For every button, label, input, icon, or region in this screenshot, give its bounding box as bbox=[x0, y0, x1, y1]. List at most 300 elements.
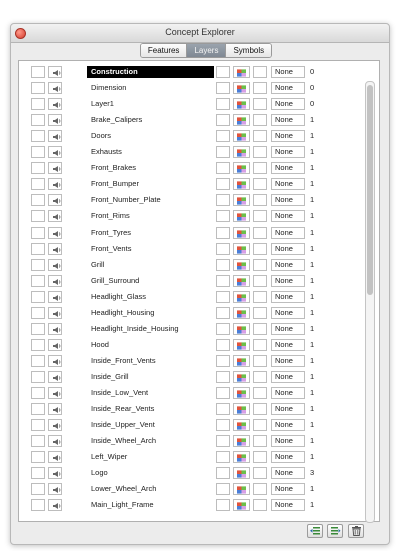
layer-count: 1 bbox=[310, 420, 315, 430]
layer-lock-box[interactable] bbox=[216, 162, 230, 174]
layer-checkbox[interactable] bbox=[31, 114, 45, 126]
layer-type-select[interactable]: None bbox=[271, 227, 305, 239]
layer-checkbox[interactable] bbox=[31, 98, 45, 110]
layer-type-select[interactable]: None bbox=[271, 291, 305, 303]
layer-lock-box[interactable] bbox=[216, 259, 230, 271]
layer-name[interactable]: Lower_Wheel_Arch bbox=[91, 484, 157, 494]
layer-checkbox[interactable] bbox=[31, 483, 45, 495]
speaker-icon bbox=[52, 486, 61, 494]
layer-lock-box[interactable] bbox=[216, 130, 230, 142]
layer-option-box[interactable] bbox=[253, 323, 267, 335]
layer-checkbox[interactable] bbox=[31, 307, 45, 319]
layer-row[interactable] bbox=[19, 66, 359, 79]
layer-color-button[interactable] bbox=[233, 227, 250, 239]
layer-row[interactable] bbox=[19, 387, 359, 400]
layer-type-select[interactable]: None bbox=[271, 66, 305, 78]
layer-visibility-toggle[interactable] bbox=[48, 178, 62, 190]
layer-type-select[interactable]: None bbox=[271, 467, 305, 479]
layer-color-button[interactable] bbox=[233, 210, 250, 222]
layer-name[interactable]: Front_Bumper bbox=[91, 179, 139, 189]
layer-type-select[interactable]: None bbox=[271, 146, 305, 158]
layer-lock-box[interactable] bbox=[216, 339, 230, 351]
layer-color-button[interactable] bbox=[233, 82, 250, 94]
layer-name[interactable]: Headlight_Glass bbox=[91, 291, 147, 301]
layer-checkbox[interactable] bbox=[31, 499, 45, 511]
layer-visibility-toggle[interactable] bbox=[48, 387, 62, 399]
layer-type-select[interactable]: None bbox=[271, 98, 305, 110]
layer-visibility-toggle[interactable] bbox=[48, 259, 62, 271]
layer-count: 1 bbox=[310, 339, 315, 349]
layer-option-box[interactable] bbox=[253, 483, 267, 495]
layer-count: 1 bbox=[310, 243, 315, 253]
layer-name[interactable]: Grill_Surround bbox=[91, 275, 140, 285]
speaker-icon bbox=[52, 149, 61, 157]
layer-count: 1 bbox=[310, 436, 315, 446]
layer-row[interactable] bbox=[19, 499, 359, 512]
color-swatch-icon bbox=[237, 326, 246, 334]
layer-checkbox[interactable] bbox=[31, 243, 45, 255]
layer-row[interactable] bbox=[19, 162, 359, 175]
layer-checkbox[interactable] bbox=[31, 387, 45, 399]
layer-name[interactable]: Front_Vents bbox=[91, 243, 132, 253]
layer-color-button[interactable] bbox=[233, 499, 250, 511]
layer-type-select[interactable]: None bbox=[271, 178, 305, 190]
layer-checkbox[interactable] bbox=[31, 435, 45, 447]
layer-row[interactable] bbox=[19, 114, 359, 127]
layer-checkbox[interactable] bbox=[31, 82, 45, 94]
layer-option-box[interactable] bbox=[253, 451, 267, 463]
layer-color-button[interactable] bbox=[233, 243, 250, 255]
layer-type-select[interactable]: None bbox=[271, 387, 305, 399]
layer-count: 1 bbox=[310, 452, 315, 462]
tab-layers[interactable]: Layers bbox=[187, 44, 226, 57]
layer-lock-box[interactable] bbox=[216, 323, 230, 335]
layer-type-select[interactable]: None bbox=[271, 259, 305, 271]
layer-color-button[interactable] bbox=[233, 467, 250, 479]
layer-color-button[interactable] bbox=[233, 307, 250, 319]
color-swatch-icon bbox=[237, 310, 246, 318]
layer-row[interactable] bbox=[19, 323, 359, 336]
layer-color-button[interactable] bbox=[233, 275, 250, 287]
layer-list-icon bbox=[330, 526, 341, 536]
layer-option-box[interactable] bbox=[253, 275, 267, 287]
layer-option-box[interactable] bbox=[253, 98, 267, 110]
window-title: Concept Explorer bbox=[165, 27, 235, 37]
layer-row[interactable] bbox=[19, 339, 359, 352]
layer-option-box[interactable] bbox=[253, 66, 267, 78]
layer-color-button[interactable] bbox=[233, 419, 250, 431]
layer-row[interactable] bbox=[19, 130, 359, 143]
layer-list bbox=[18, 60, 380, 522]
layer-name[interactable]: Headlight_Housing bbox=[91, 307, 155, 317]
color-swatch-icon bbox=[237, 422, 246, 430]
layer-row[interactable] bbox=[19, 419, 359, 432]
layer-visibility-toggle[interactable] bbox=[48, 82, 62, 94]
layer-row[interactable] bbox=[19, 227, 359, 240]
layer-option-box[interactable] bbox=[253, 114, 267, 126]
layer-checkbox[interactable] bbox=[31, 419, 45, 431]
layer-checkbox[interactable] bbox=[31, 178, 45, 190]
speaker-icon bbox=[52, 358, 61, 366]
layer-count: 1 bbox=[310, 179, 315, 189]
layer-row[interactable] bbox=[19, 483, 359, 496]
layer-type-select[interactable]: None bbox=[271, 210, 305, 222]
layer-name[interactable]: Inside_Front_Vents bbox=[91, 355, 156, 365]
layer-row[interactable] bbox=[19, 243, 359, 256]
speaker-icon bbox=[52, 165, 61, 173]
layer-name[interactable]: Construction bbox=[87, 66, 214, 78]
layer-checkbox[interactable] bbox=[31, 162, 45, 174]
layer-color-button[interactable] bbox=[233, 371, 250, 383]
layer-option-box[interactable] bbox=[253, 371, 267, 383]
tab-bar bbox=[11, 43, 389, 57]
layer-name[interactable]: Hood bbox=[91, 339, 109, 349]
layer-color-button[interactable] bbox=[233, 130, 250, 142]
layer-count: 1 bbox=[310, 355, 315, 365]
layer-visibility-toggle[interactable] bbox=[48, 291, 62, 303]
layer-name[interactable]: Dimension bbox=[91, 83, 127, 93]
layer-checkbox[interactable] bbox=[31, 130, 45, 142]
layer-lock-box[interactable] bbox=[216, 499, 230, 511]
layer-checkbox[interactable] bbox=[31, 355, 45, 367]
layer-lock-box[interactable] bbox=[216, 435, 230, 447]
layer-checkbox[interactable] bbox=[31, 227, 45, 239]
layer-row[interactable] bbox=[19, 307, 359, 320]
layer-type-select[interactable]: None bbox=[271, 355, 305, 367]
layer-lock-box[interactable] bbox=[216, 291, 230, 303]
layer-name[interactable]: Inside_Grill bbox=[91, 371, 129, 381]
concept-explorer-window bbox=[10, 23, 390, 545]
layer-type-select[interactable]: None bbox=[271, 483, 305, 495]
layer-name[interactable]: Brake_Calipers bbox=[91, 115, 143, 125]
layer-color-button[interactable] bbox=[233, 178, 250, 190]
layer-count: 1 bbox=[310, 211, 315, 221]
speaker-icon bbox=[52, 197, 61, 205]
scrollbar-thumb[interactable] bbox=[367, 85, 373, 295]
color-swatch-icon bbox=[237, 230, 246, 238]
speaker-icon bbox=[52, 230, 61, 238]
layer-name[interactable]: Inside_Low_Vent bbox=[91, 388, 149, 397]
layer-checkbox[interactable] bbox=[31, 323, 45, 335]
layer-row[interactable] bbox=[19, 259, 359, 272]
title-bar[interactable] bbox=[11, 24, 389, 43]
speaker-icon bbox=[52, 502, 61, 510]
layer-option-box[interactable] bbox=[253, 210, 267, 222]
layer-lock-box[interactable] bbox=[216, 210, 230, 222]
color-swatch-icon bbox=[237, 213, 246, 221]
layer-options-button[interactable] bbox=[327, 524, 343, 538]
layer-visibility-toggle[interactable] bbox=[48, 130, 62, 142]
trash-icon bbox=[351, 526, 362, 536]
layer-count: 1 bbox=[310, 131, 315, 141]
layer-row[interactable] bbox=[19, 403, 359, 416]
color-swatch-icon bbox=[237, 390, 246, 398]
layer-row[interactable] bbox=[19, 467, 359, 480]
tab-symbols[interactable]: Symbols bbox=[226, 44, 271, 57]
layer-option-box[interactable] bbox=[253, 307, 267, 319]
layer-checkbox[interactable] bbox=[31, 66, 45, 78]
layer-name[interactable]: Front_Brakes bbox=[91, 163, 137, 173]
layer-row[interactable] bbox=[19, 355, 359, 368]
layer-lock-box[interactable] bbox=[216, 307, 230, 319]
layer-type-select[interactable]: None bbox=[271, 82, 305, 94]
speaker-icon bbox=[52, 101, 61, 109]
layer-name[interactable]: Left_Wiper bbox=[91, 452, 128, 462]
layer-visibility-toggle[interactable] bbox=[48, 275, 62, 287]
layer-name[interactable]: Front_Rims bbox=[91, 211, 130, 221]
layer-color-button[interactable] bbox=[233, 66, 250, 78]
layer-checkbox[interactable] bbox=[31, 403, 45, 415]
color-swatch-icon bbox=[237, 181, 246, 189]
layer-option-box[interactable] bbox=[253, 499, 267, 511]
speaker-icon bbox=[52, 326, 61, 334]
layer-count: 1 bbox=[310, 275, 315, 285]
layer-option-box[interactable] bbox=[253, 178, 267, 190]
layer-checkbox[interactable] bbox=[31, 210, 45, 222]
layer-color-button[interactable] bbox=[233, 259, 250, 271]
color-swatch-icon bbox=[237, 246, 246, 254]
color-swatch-icon bbox=[237, 85, 246, 93]
layer-lock-box[interactable] bbox=[216, 483, 230, 495]
layer-visibility-toggle[interactable] bbox=[48, 146, 62, 158]
layer-type-select[interactable]: None bbox=[271, 162, 305, 174]
layer-visibility-toggle[interactable] bbox=[48, 451, 62, 463]
layer-color-button[interactable] bbox=[233, 451, 250, 463]
layer-color-button[interactable] bbox=[233, 435, 250, 447]
layer-visibility-toggle[interactable] bbox=[48, 227, 62, 239]
layer-name[interactable]: Logo bbox=[91, 468, 108, 478]
layer-type-select[interactable]: None bbox=[271, 243, 305, 255]
layer-row[interactable] bbox=[19, 275, 359, 288]
add-layer-button[interactable] bbox=[307, 524, 323, 538]
layer-checkbox[interactable] bbox=[31, 451, 45, 463]
layer-count: 1 bbox=[310, 371, 315, 381]
layer-visibility-toggle[interactable] bbox=[48, 403, 62, 415]
layer-type-select[interactable]: None bbox=[271, 130, 305, 142]
layer-option-box[interactable] bbox=[253, 419, 267, 431]
layer-count: 1 bbox=[310, 195, 315, 205]
layer-checkbox[interactable] bbox=[31, 339, 45, 351]
layer-visibility-toggle[interactable] bbox=[48, 339, 62, 351]
layer-lock-box[interactable] bbox=[216, 355, 230, 367]
layer-type-select[interactable]: None bbox=[271, 499, 305, 511]
layer-type-select[interactable]: None bbox=[271, 323, 305, 335]
layer-lock-box[interactable] bbox=[216, 66, 230, 78]
layer-color-button[interactable] bbox=[233, 387, 250, 399]
layer-name[interactable]: Inside_Upper_Vent bbox=[91, 420, 155, 430]
speaker-icon bbox=[52, 470, 61, 478]
vertical-scrollbar[interactable] bbox=[365, 81, 375, 523]
layer-type-select[interactable]: None bbox=[271, 275, 305, 287]
layer-lock-box[interactable] bbox=[216, 275, 230, 287]
layer-option-box[interactable] bbox=[253, 194, 267, 206]
layer-color-button[interactable] bbox=[233, 114, 250, 126]
color-swatch-icon bbox=[237, 374, 246, 382]
layer-color-button[interactable] bbox=[233, 146, 250, 158]
layer-lock-box[interactable] bbox=[216, 146, 230, 158]
layer-row[interactable] bbox=[19, 451, 359, 464]
color-swatch-icon bbox=[237, 358, 246, 366]
layer-count: 1 bbox=[310, 500, 315, 510]
layer-lock-box[interactable] bbox=[216, 243, 230, 255]
layer-row[interactable] bbox=[19, 178, 359, 191]
layer-option-box[interactable] bbox=[253, 291, 267, 303]
layer-lock-box[interactable] bbox=[216, 403, 230, 415]
layer-color-button[interactable] bbox=[233, 162, 250, 174]
layer-name[interactable]: Front_Tyres bbox=[91, 227, 132, 237]
color-swatch-icon bbox=[237, 502, 246, 510]
layer-option-box[interactable] bbox=[253, 403, 267, 415]
layer-color-button[interactable] bbox=[233, 483, 250, 495]
layer-checkbox[interactable] bbox=[31, 194, 45, 206]
layer-visibility-toggle[interactable] bbox=[48, 66, 62, 78]
layer-count: 1 bbox=[310, 307, 315, 317]
layer-row[interactable] bbox=[19, 291, 359, 304]
tab-features[interactable]: Features bbox=[141, 44, 188, 57]
layer-color-button[interactable] bbox=[233, 339, 250, 351]
layer-checkbox[interactable] bbox=[31, 371, 45, 383]
layer-count: 1 bbox=[310, 259, 315, 269]
layer-name[interactable]: Headlight_Inside_Housing bbox=[91, 323, 179, 333]
speaker-icon bbox=[52, 422, 61, 430]
layer-visibility-toggle[interactable] bbox=[48, 307, 62, 319]
speaker-icon bbox=[52, 181, 61, 189]
color-swatch-icon bbox=[237, 149, 246, 157]
layer-option-box[interactable] bbox=[253, 227, 267, 239]
layer-row[interactable] bbox=[19, 194, 359, 207]
speaker-icon bbox=[52, 213, 61, 221]
layer-visibility-toggle[interactable] bbox=[48, 323, 62, 335]
delete-layer-button[interactable] bbox=[348, 524, 364, 538]
layer-option-box[interactable] bbox=[253, 467, 267, 479]
layer-color-button[interactable] bbox=[233, 98, 250, 110]
layer-checkbox[interactable] bbox=[31, 467, 45, 479]
layer-checkbox[interactable] bbox=[31, 259, 45, 271]
layer-row[interactable] bbox=[19, 82, 359, 95]
layer-type-select[interactable]: None bbox=[271, 403, 305, 415]
layer-count: 0 bbox=[310, 99, 315, 109]
layer-row[interactable] bbox=[19, 146, 359, 159]
layer-option-box[interactable] bbox=[253, 259, 267, 271]
layer-color-button[interactable] bbox=[233, 323, 250, 335]
layer-checkbox[interactable] bbox=[31, 291, 45, 303]
layer-visibility-toggle[interactable] bbox=[48, 194, 62, 206]
layer-lock-box[interactable] bbox=[216, 387, 230, 399]
layer-name[interactable]: Inside_Rear_Vents bbox=[91, 404, 155, 414]
layer-option-box[interactable] bbox=[253, 162, 267, 174]
layer-visibility-toggle[interactable] bbox=[48, 467, 62, 479]
layer-option-box[interactable] bbox=[253, 355, 267, 367]
layer-name[interactable]: Main_Light_Frame bbox=[91, 500, 154, 510]
layer-color-button[interactable] bbox=[233, 291, 250, 303]
layer-option-box[interactable] bbox=[253, 130, 267, 142]
layer-name[interactable]: Inside_Wheel_Arch bbox=[91, 436, 157, 446]
layer-type-select[interactable]: None bbox=[271, 371, 305, 383]
layer-lock-box[interactable] bbox=[216, 371, 230, 383]
layer-lock-box[interactable] bbox=[216, 114, 230, 126]
layer-option-box[interactable] bbox=[253, 82, 267, 94]
speaker-icon bbox=[52, 85, 61, 93]
layer-row[interactable] bbox=[19, 210, 359, 223]
layer-lock-box[interactable] bbox=[216, 451, 230, 463]
layer-name[interactable]: Doors bbox=[91, 131, 112, 141]
speaker-icon bbox=[52, 454, 61, 462]
layer-lock-box[interactable] bbox=[216, 178, 230, 190]
color-swatch-icon bbox=[237, 294, 246, 302]
speaker-icon bbox=[52, 69, 61, 77]
layer-visibility-toggle[interactable] bbox=[48, 483, 62, 495]
color-swatch-icon bbox=[237, 454, 246, 462]
layer-lock-box[interactable] bbox=[216, 82, 230, 94]
layer-type-select[interactable]: None bbox=[271, 307, 305, 319]
layer-option-box[interactable] bbox=[253, 339, 267, 351]
layer-type-select[interactable]: None bbox=[271, 435, 305, 447]
layer-lock-box[interactable] bbox=[216, 194, 230, 206]
color-swatch-icon bbox=[237, 486, 246, 494]
layer-checkbox[interactable] bbox=[31, 146, 45, 158]
layer-type-select[interactable]: None bbox=[271, 339, 305, 351]
color-swatch-icon bbox=[237, 438, 246, 446]
color-swatch-icon bbox=[237, 165, 246, 173]
layer-visibility-toggle[interactable] bbox=[48, 499, 62, 511]
layer-name[interactable]: Layer1 bbox=[91, 99, 114, 109]
layer-name[interactable]: Exhausts bbox=[91, 147, 122, 157]
layer-lock-box[interactable] bbox=[216, 467, 230, 479]
layer-type-select[interactable]: None bbox=[271, 419, 305, 431]
layer-checkbox[interactable] bbox=[31, 275, 45, 287]
speaker-icon bbox=[52, 262, 61, 270]
layer-option-box[interactable] bbox=[253, 435, 267, 447]
layer-lock-box[interactable] bbox=[216, 98, 230, 110]
layer-type-select[interactable]: None bbox=[271, 114, 305, 126]
layer-visibility-toggle[interactable] bbox=[48, 162, 62, 174]
layer-count: 1 bbox=[310, 388, 315, 397]
speaker-icon bbox=[52, 294, 61, 302]
layer-visibility-toggle[interactable] bbox=[48, 419, 62, 431]
speaker-icon bbox=[52, 246, 61, 254]
layer-visibility-toggle[interactable] bbox=[48, 243, 62, 255]
layer-count: 1 bbox=[310, 227, 315, 237]
layer-row[interactable] bbox=[19, 435, 359, 448]
layer-option-box[interactable] bbox=[253, 146, 267, 158]
layer-lock-box[interactable] bbox=[216, 419, 230, 431]
layer-row[interactable] bbox=[19, 371, 359, 384]
layer-visibility-toggle[interactable] bbox=[48, 355, 62, 367]
layer-name[interactable]: Front_Number_Plate bbox=[91, 195, 161, 205]
layer-lock-box[interactable] bbox=[216, 227, 230, 239]
layer-type-select[interactable]: None bbox=[271, 194, 305, 206]
color-swatch-icon bbox=[237, 197, 246, 205]
speaker-icon bbox=[52, 406, 61, 414]
layer-color-button[interactable] bbox=[233, 403, 250, 415]
speaker-icon bbox=[52, 278, 61, 286]
layer-option-box[interactable] bbox=[253, 243, 267, 255]
layer-option-box[interactable] bbox=[253, 387, 267, 399]
color-swatch-icon bbox=[237, 133, 246, 141]
layer-visibility-toggle[interactable] bbox=[48, 98, 62, 110]
layer-row[interactable] bbox=[19, 98, 359, 111]
layer-color-button[interactable] bbox=[233, 194, 250, 206]
layer-color-button[interactable] bbox=[233, 355, 250, 367]
speaker-icon bbox=[52, 117, 61, 125]
layer-name[interactable]: Grill bbox=[91, 259, 105, 269]
layer-visibility-toggle[interactable] bbox=[48, 371, 62, 383]
layer-visibility-toggle[interactable] bbox=[48, 114, 62, 126]
layer-visibility-toggle[interactable] bbox=[48, 210, 62, 222]
add-layer-icon bbox=[310, 526, 321, 536]
layer-visibility-toggle[interactable] bbox=[48, 435, 62, 447]
layer-type-select[interactable]: None bbox=[271, 451, 305, 463]
